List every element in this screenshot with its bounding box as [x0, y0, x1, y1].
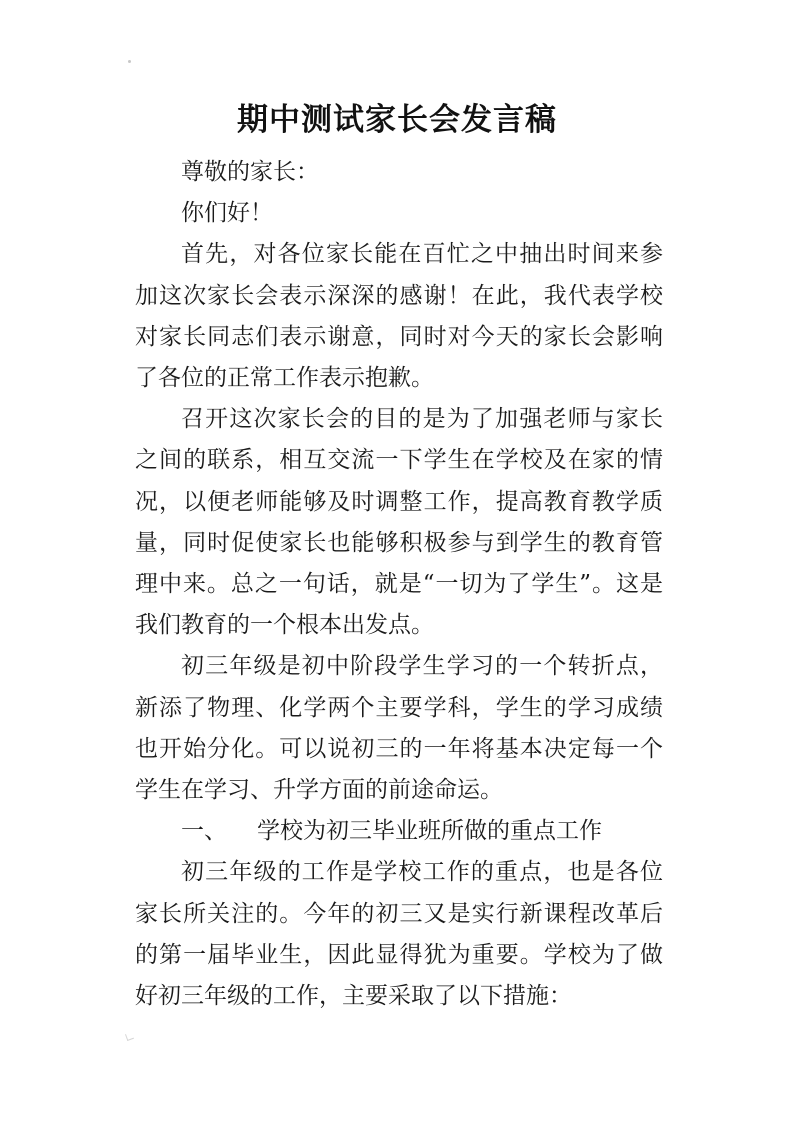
- paragraph-1: 首先，对各位家长能在百忙之中抽出时间来参加这次家长会表示深深的感谢！在此，我代表学校对家长同志们表示谢意，同时对今天的家长会影响了各位的正常工作表示抱歉。: [135, 241, 663, 392]
- paragraph-3: 初三年级是初中阶段学生学习的一个转折点，新添了物理、化学两个主要学科，学生的学习成绩也开始分化。可以说初三的一年将基本决定每一个学生在学习、升学方面的前途命运。: [135, 653, 663, 804]
- section-heading-text: 学校为初三毕业班所做的重点工作: [257, 818, 602, 845]
- greeting: 你们好！: [181, 200, 273, 227]
- corner-crop-mark: [128, 60, 131, 63]
- paragraph-2: 召开这次家长会的目的是为了加强老师与家长之间的联系，相互交流一下学生在学校及在家的情况，以便老师能够及时调整工作，提高教育教学质量，同时促使家长也能够积极参与到学生的教育管理中来。总之一句话，就是“一切为了学生”。这是我们教育的一个根本出发点。: [135, 406, 663, 639]
- corner-crop-mark-bottom: [125, 1032, 134, 1041]
- paragraph-4: 初三年级的工作是学校工作的重点，也是各位家长所关注的。今年的初三又是实行新课程改革后的第一届毕业生，因此显得犹为重要。学校为了做好初三年级的工作，主要采取了以下措施：: [135, 859, 663, 1010]
- section-heading: [135, 811, 663, 852]
- document-title: 期中测试家长会发言稿: [237, 102, 557, 138]
- section-number: 一、: [181, 818, 227, 845]
- document-body: [135, 152, 663, 1017]
- salutation: 尊敬的家长：: [181, 159, 319, 185]
